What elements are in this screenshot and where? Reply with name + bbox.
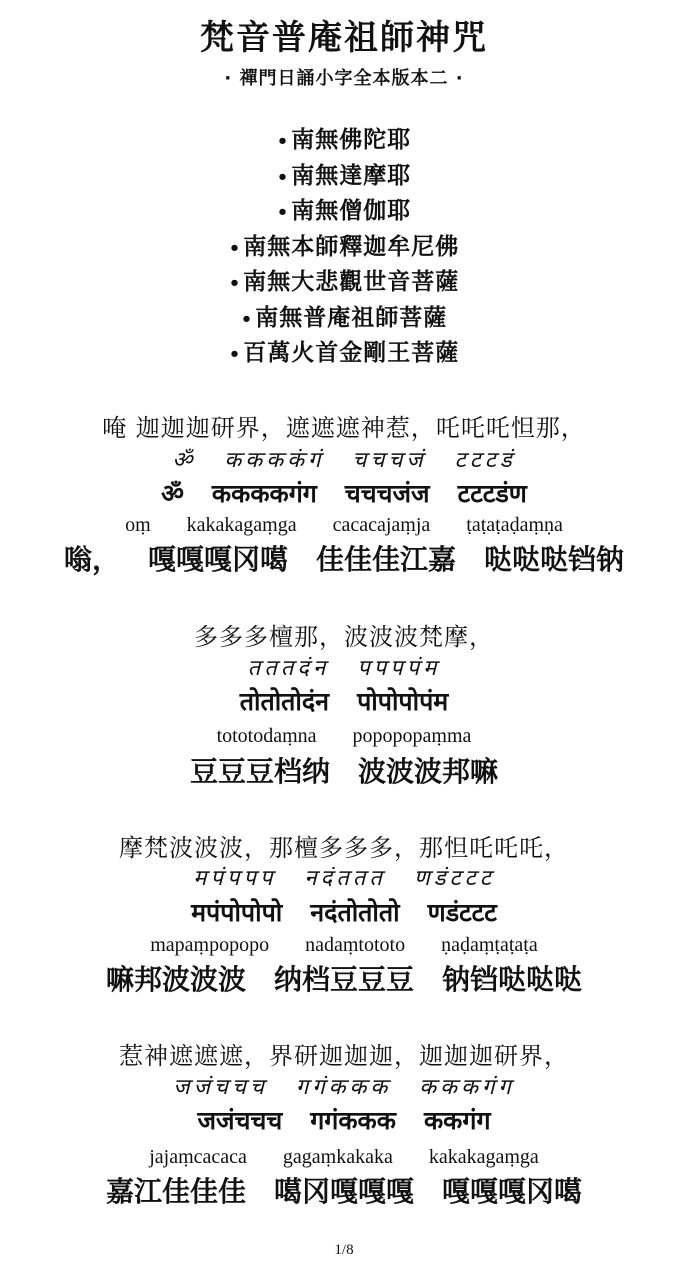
roman-segment: nadaṃtototo <box>305 934 406 956</box>
verse-roman-line <box>0 934 688 957</box>
reading-segment: 哒哒哒铛钠 <box>484 543 625 576</box>
homage-item <box>0 264 688 300</box>
siddham-segment: मपंपपप <box>193 866 277 891</box>
homage-text: 南無佛陀耶 <box>291 126 412 153</box>
roman-segment: kakakagaṃga <box>186 514 297 536</box>
verse-siddham-line <box>0 862 688 892</box>
verse-siddham-line <box>0 1071 688 1101</box>
devanagari-segment: णडंटटट <box>427 898 497 927</box>
verse-reading-line <box>0 1170 688 1210</box>
siddham-segment: ककककंगं <box>224 448 325 473</box>
verse-roman-line <box>0 725 688 748</box>
roman-segment: gagaṃkakaka <box>282 1146 393 1168</box>
verse-siddham-line <box>0 444 688 474</box>
siddham-segment: पपपपंम <box>357 656 441 681</box>
roman-segment: popopopaṃma <box>352 725 472 747</box>
bullet-icon: • <box>228 273 242 294</box>
siddham-segment: ॐ <box>172 448 197 473</box>
reading-segment: 嘉江佳佳佳 <box>105 1175 246 1208</box>
siddham-segment: कककगंग <box>419 1075 515 1100</box>
verse-chinese-line: 唵 迦迦迦研界，遮遮遮神惹，吒吒吒怛那， <box>102 414 586 442</box>
siddham-segment: टटटडं <box>454 448 516 473</box>
devanagari-segment: पोपोपोपंम <box>357 687 449 716</box>
homage-text: 南無僧伽耶 <box>291 197 412 224</box>
roman-segment: tototodaṃna <box>216 725 317 747</box>
devanagari-segment: तोतोतोदंन <box>239 687 330 716</box>
devanagari-segment: टटटडंण <box>457 479 527 508</box>
siddham-segment: नदंततत <box>304 866 386 891</box>
verse-chinese-line: 多多多檀那，波波波梵摩， <box>194 623 494 651</box>
roman-segment: ṭaṭaṭaḍaṃṇa <box>466 514 563 536</box>
reading-segment: 嗡， <box>63 543 120 576</box>
reading-segment: 佳佳佳江嘉 <box>316 543 457 576</box>
document-title: 梵音普庵祖師神咒 <box>200 18 488 58</box>
roman-segment: mapaṃpopopo <box>150 934 270 956</box>
homage-text: 南無本師釋迦牟尼佛 <box>243 232 460 260</box>
verse-devanagari-line <box>0 684 688 718</box>
verse-reading-line <box>0 750 688 790</box>
devanagari-segment: ककककगंग <box>211 479 317 508</box>
homage-item <box>0 335 688 371</box>
devanagari-segment: चचचजंज <box>344 479 430 508</box>
siddham-segment: तततदंन <box>247 656 330 681</box>
devanagari-segment: गगंककक <box>310 1106 396 1135</box>
reading-segment: 嘎嘎嘎冈噶 <box>442 1175 583 1208</box>
reading-segment: 钠铛哒哒哒 <box>442 963 583 996</box>
bullet-icon: • <box>228 344 242 365</box>
verse-reading-line <box>0 958 688 998</box>
reading-segment: 嘛邦波波波 <box>105 963 246 996</box>
verse-chinese-line: 惹神遮遮遮，界研迦迦迦，迦迦迦研界， <box>119 1042 569 1070</box>
roman-segment: ṇaḍaṃṭaṭaṭa <box>441 934 538 956</box>
reading-segment: 波波波邦嘛 <box>358 755 499 788</box>
reading-segment: 纳档豆豆豆 <box>273 963 414 996</box>
reading-segment: 噶冈嘎嘎嘎 <box>273 1175 414 1208</box>
bullet-icon: • <box>276 202 290 223</box>
homage-item <box>0 158 688 194</box>
roman-segment: jajaṃcacaca <box>149 1146 247 1168</box>
bullet-icon: • <box>276 131 290 152</box>
page-number: 1/8 <box>334 1242 354 1258</box>
homage-item <box>0 193 688 229</box>
homage-text: 南無大悲觀世音菩薩 <box>243 268 460 295</box>
homage-text: 南無普庵祖師菩薩 <box>255 303 448 331</box>
devanagari-segment: ॐ <box>161 479 184 508</box>
verse-devanagari-line <box>0 895 688 929</box>
siddham-segment: णडंटटट <box>413 866 495 891</box>
reading-segment: 嘎嘎嘎冈噶 <box>147 543 288 576</box>
siddham-segment: चचचजं <box>352 448 427 473</box>
siddham-segment: गगंककक <box>295 1075 392 1100</box>
verse-devanagari-line <box>0 476 688 510</box>
devanagari-segment: जजंचचच <box>197 1106 283 1135</box>
roman-segment: oṃ <box>125 514 151 536</box>
bullet-icon: • <box>240 308 254 330</box>
homage-text: 百萬火首金剛王菩薩 <box>243 339 460 366</box>
siddham-segment: जजंचचच <box>173 1075 268 1100</box>
homage-list <box>0 122 688 371</box>
homage-item <box>0 122 688 158</box>
verse-roman-line <box>0 1146 688 1169</box>
devanagari-segment: ककगंग <box>423 1106 491 1135</box>
bullet-icon: • <box>228 237 242 259</box>
verse-reading-line <box>0 538 688 578</box>
devanagari-segment: नदंतोतोतो <box>310 898 400 927</box>
homage-item <box>0 229 688 265</box>
homage-text: 南無達摩耶 <box>291 161 412 189</box>
bullet-icon: • <box>276 166 290 188</box>
roman-segment: cacacajaṃja <box>332 514 431 536</box>
verse-devanagari-line <box>0 1103 688 1137</box>
roman-segment: kakakagaṃga <box>428 1146 539 1168</box>
reading-segment: 豆豆豆档纳 <box>189 755 330 788</box>
verse-siddham-line <box>0 652 688 682</box>
document-subtitle: · 禪門日誦小字全本版本二 · <box>224 68 464 89</box>
verse-chinese-line: 摩梵波波波，那檀多多多，那怛吒吒吒， <box>119 834 569 862</box>
homage-item <box>0 300 688 336</box>
devanagari-segment: मपंपोपोपो <box>191 898 283 927</box>
verse-roman-line <box>0 514 688 537</box>
